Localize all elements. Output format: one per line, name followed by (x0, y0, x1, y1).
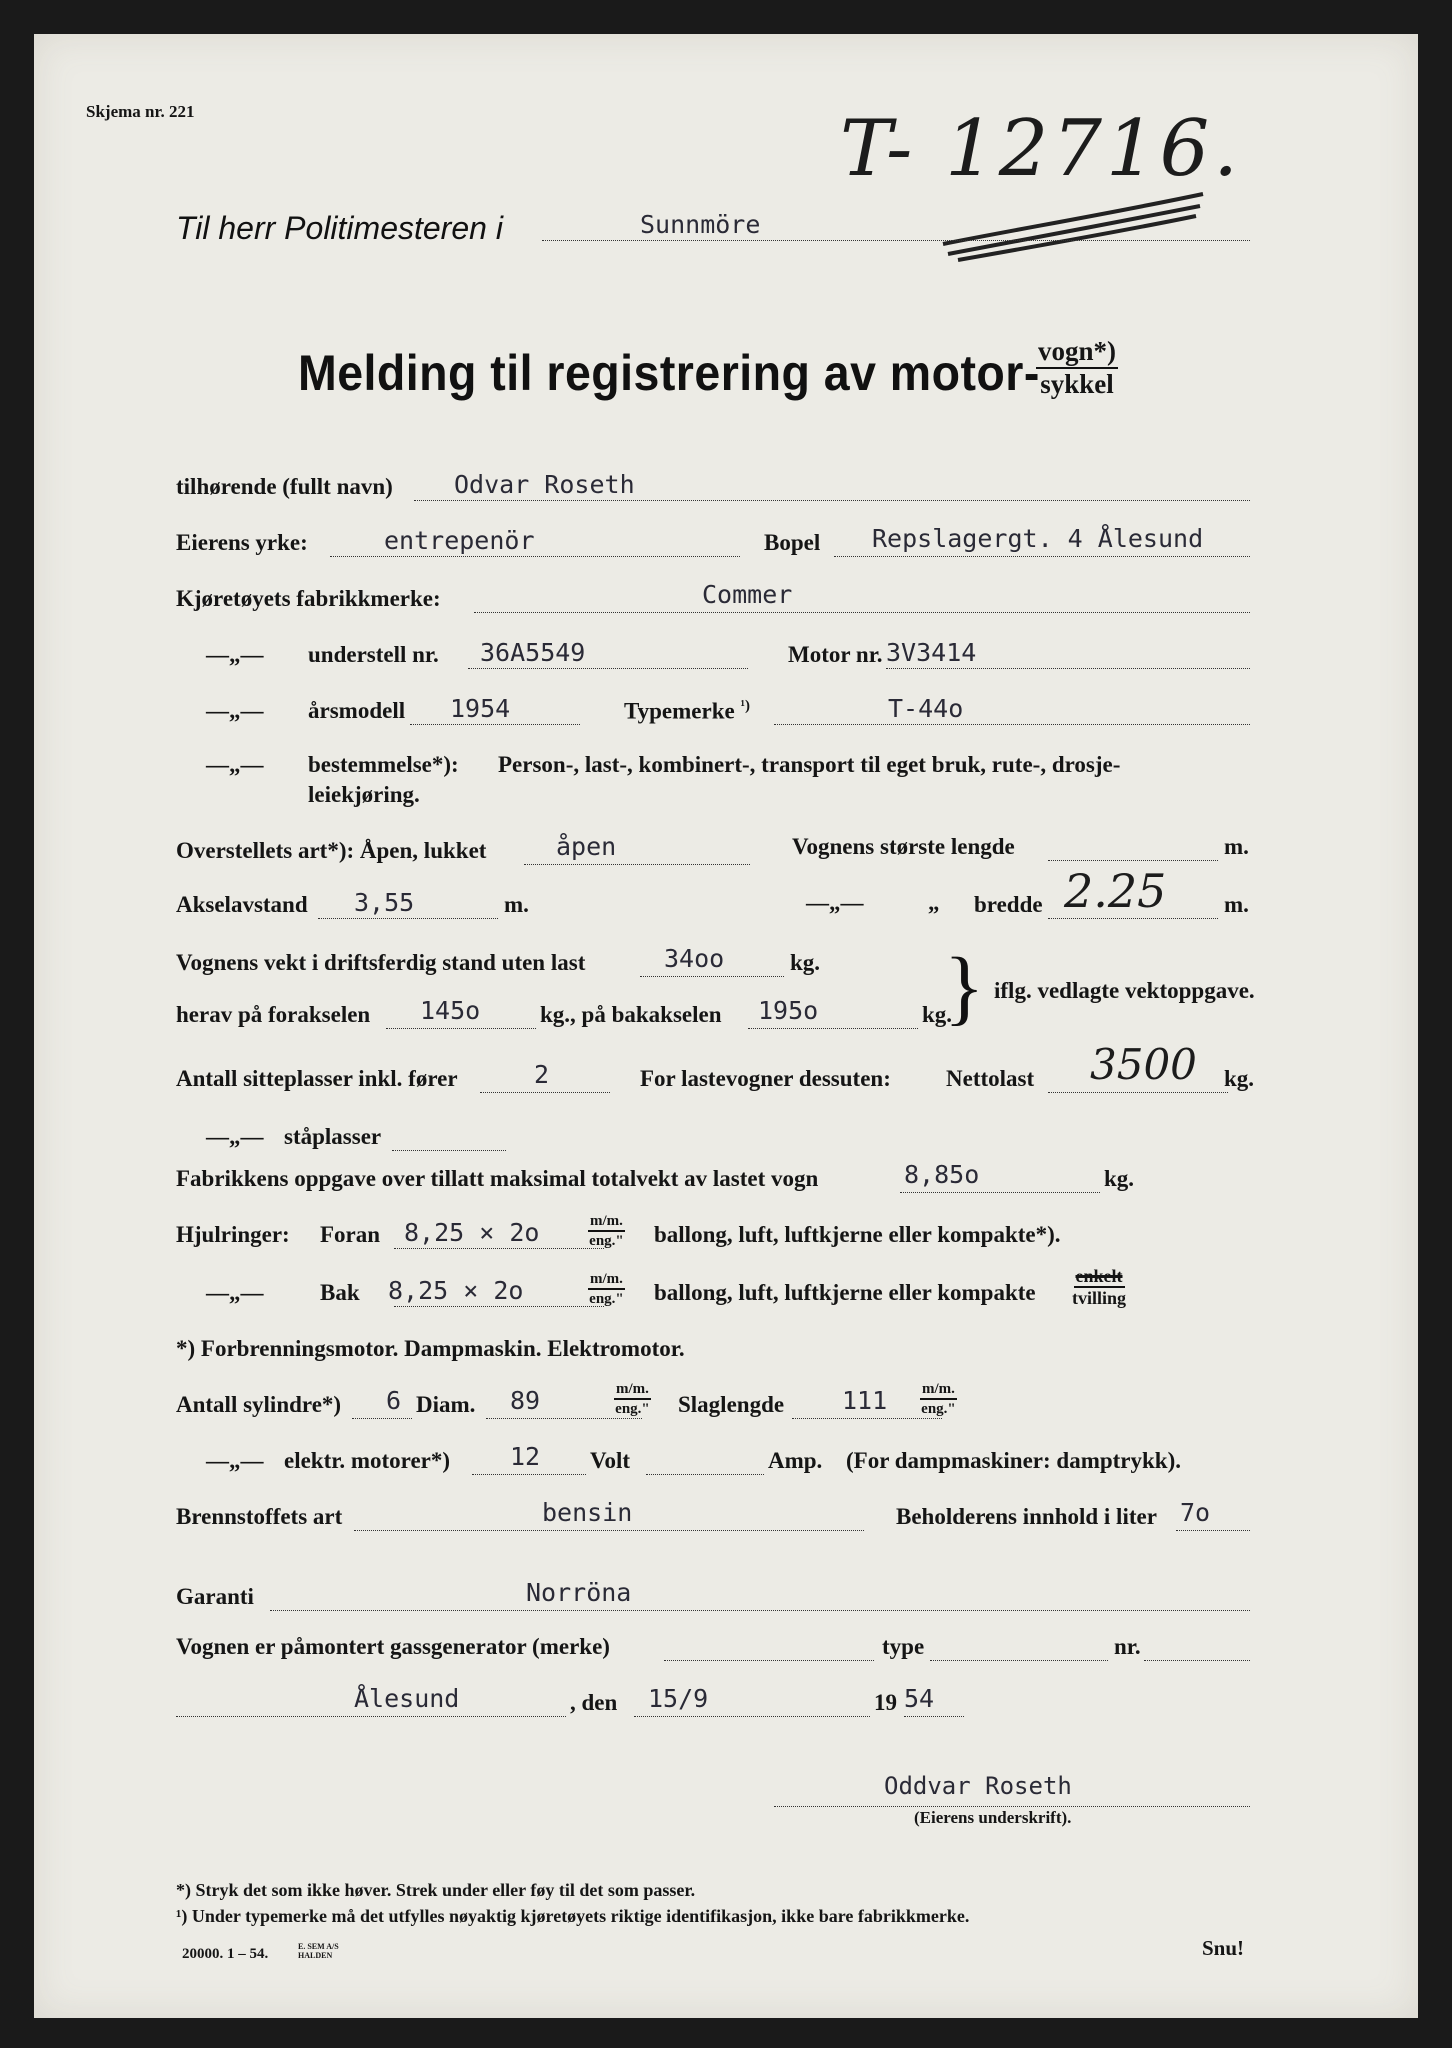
make-value: Commer (702, 580, 793, 609)
cargo-label: For lastevogner dessuten: (640, 1066, 891, 1091)
ditto-mark: —„— (206, 1448, 264, 1473)
payload-label: Nettolast (946, 1066, 1035, 1091)
wheelbase-value: 3,55 (354, 888, 415, 917)
model-year-label: årsmodell (308, 698, 406, 723)
cylinders-label: Antall sylindre*) (176, 1392, 342, 1417)
fuel-label: Brennstoffets art (176, 1504, 343, 1529)
occupation-value: entrepenör (384, 526, 535, 555)
chassis-label: understell nr. (308, 642, 439, 667)
rear-tyre-options: ballong, luft, luftkjerne eller kompakte (654, 1280, 1036, 1305)
type-label: Typemerke $^{^1)}$ (624, 698, 750, 724)
max-weight-label: Fabrikkens oppgave over tillatt maksimal totalvekt av lastet vogn (176, 1166, 819, 1191)
weight-note: iflg. vedlagte vektoppgave. (994, 978, 1255, 1003)
unit-mm-eng: m/m. eng." (589, 1271, 624, 1307)
year-suffix: 54 (904, 1684, 935, 1713)
year-prefix: 19 (874, 1690, 897, 1715)
title-options: vogn*) sykkel (1038, 336, 1117, 399)
unit-kg: kg. (1224, 1066, 1255, 1091)
diameter-value: 89 (510, 1386, 541, 1415)
owner-label: tilhørende (fullt navn) (176, 474, 393, 499)
owner-name: Odvar Roseth (454, 470, 635, 499)
warranty-label: Garanti (176, 1584, 254, 1609)
cylinders-value: 6 (386, 1386, 402, 1415)
turn-over-note: Snu! (1202, 1936, 1245, 1960)
gas-nr-label: nr. (1114, 1634, 1141, 1659)
form-title: Melding til registrering av motor- (298, 345, 1040, 401)
unit-kg: kg. (922, 1002, 953, 1027)
diameter-label: Diam. (416, 1392, 476, 1417)
unit-m: m. (504, 892, 529, 917)
standing-label: ståplasser (284, 1124, 382, 1149)
ditto-mark: —„— (206, 1124, 264, 1149)
underline-scribble (938, 184, 1208, 264)
type-value: T-44o (888, 694, 964, 723)
model-year: 1954 (450, 694, 511, 723)
footnote-1: *) Stryk det som ikke høver. Strek under eller føy til det som passer. (176, 1880, 696, 1900)
residence-label: Bopel (764, 530, 821, 555)
title-option-sykkel: sykkel (1040, 369, 1114, 399)
tyre-twin-option: enkelt tvilling (1072, 1266, 1127, 1308)
width-label: bredde (974, 892, 1043, 917)
front-tyres-label: Foran (320, 1222, 381, 1247)
date-label: , den (570, 1690, 618, 1715)
unit-mm-eng: m/m. eng." (589, 1213, 624, 1249)
ditto-mark: —„— (206, 752, 264, 777)
unit-m: m. (1224, 892, 1249, 917)
printer-imprint: E. SEM A/S HALDEN (298, 1942, 339, 1960)
stroke-value: 111 (842, 1386, 888, 1415)
purpose-label: bestemmelse*): (308, 752, 459, 777)
max-weight-value: 8,85o (904, 1160, 980, 1189)
weight-brace: } (944, 941, 985, 1034)
steam-note: (For dampmaskiner: damptrykk). (846, 1448, 1182, 1473)
seats-value: 2 (534, 1060, 550, 1089)
stroke-label: Slaglengde (678, 1392, 785, 1417)
purpose-options-cont: leiekjøring. (308, 782, 420, 807)
rear-tyres-value: 8,25 × 2o (388, 1276, 524, 1305)
body-label: Overstellets art*): Åpen, lukket (176, 838, 487, 863)
width-value: 2.25 (1064, 864, 1167, 918)
front-tyres-value: 8,25 × 2o (404, 1218, 540, 1247)
chassis-number: 36A5549 (480, 638, 586, 667)
unit-mm-eng: m/m. eng." (615, 1381, 650, 1417)
body-value: åpen (556, 832, 617, 861)
signature-caption: (Eierens underskrift). (914, 1808, 1072, 1827)
unit-kg: kg. (1104, 1166, 1135, 1191)
gas-type-label: type (882, 1634, 925, 1659)
print-info: 20000. 1 – 54. (182, 1946, 269, 1962)
rear-tyres-label: Bak (320, 1280, 360, 1305)
title-option-vogn: vogn (1038, 336, 1094, 366)
ditto-mark: —„— (206, 642, 264, 667)
engine-types: *) Forbrenningsmotor. Dampmaskin. Elektromotor. (176, 1336, 685, 1361)
seats-label: Antall sitteplasser inkl. fører (176, 1066, 458, 1091)
wheelbase-label: Akselavstand (176, 892, 308, 917)
weight-label: Vognens vekt i driftsferdig stand uten last (176, 950, 586, 975)
form-number: Skjema nr. 221 (86, 102, 195, 121)
volt-label: Volt (590, 1448, 631, 1473)
tank-label: Beholderens innhold i liter (896, 1504, 1157, 1529)
electric-label: elektr. motorer*) (284, 1448, 451, 1473)
weight-value: 34oo (664, 944, 725, 973)
make-label: Kjøretøyets fabrikkmerke: (176, 586, 441, 611)
tank-value: 7o (1180, 1498, 1211, 1527)
front-axle-value: 145o (420, 996, 481, 1025)
engine-label: Motor nr. (788, 642, 883, 667)
signing-place: Ålesund (354, 1684, 460, 1713)
warranty-value: Norröna (526, 1578, 632, 1607)
addressee-label: Til herr Politimesteren i (176, 210, 503, 246)
residence-value: Repslagergt. 4 Ålesund (872, 524, 1204, 553)
unit-mm-eng: m/m. eng." (921, 1381, 956, 1417)
front-tyre-options: ballong, luft, luftkjerne eller kompakte*). (654, 1222, 1061, 1247)
amp-label: Amp. (768, 1448, 823, 1473)
rear-axle-value: 195o (758, 996, 819, 1025)
ditto-mark: —„— (206, 1280, 264, 1305)
district: Sunnmöre (640, 210, 761, 239)
front-axle-label: herav på forakselen (176, 1002, 371, 1027)
unit-m: m. (1224, 834, 1249, 859)
ditto-quote: „ (928, 890, 940, 915)
max-length-label: Vognens største lengde (792, 834, 1015, 859)
ditto-mark: —„— (806, 890, 864, 915)
rear-axle-label: kg., på bakakselen (540, 1002, 722, 1027)
gas-generator-label: Vognen er påmontert gassgenerator (merke) (176, 1634, 610, 1659)
engine-number: 3V3414 (886, 638, 977, 667)
tyres-label: Hjulringer: (176, 1222, 290, 1247)
owner-signature: Oddvar Roseth (884, 1772, 1072, 1800)
signing-date: 15/9 (648, 1684, 709, 1713)
registration-number: T- 12716. (840, 104, 1243, 194)
form-page (34, 34, 1418, 2018)
payload-value: 3500 (1090, 1040, 1197, 1089)
unit-kg: kg. (790, 950, 821, 975)
fuel-value: bensin (542, 1498, 633, 1527)
ditto-mark: —„— (206, 698, 264, 723)
footnote-2: ¹) Under typemerke må det utfylles nøyaktig kjøretøyets riktige identifikasjon, ikke bare fabrikkmerke. (176, 1906, 970, 1926)
volt-value: 12 (510, 1442, 541, 1471)
purpose-options: Person-, last-, kombinert-, transport til eget bruk, rute-, drosje- (498, 752, 1121, 777)
occupation-label: Eierens yrke: (176, 530, 308, 555)
